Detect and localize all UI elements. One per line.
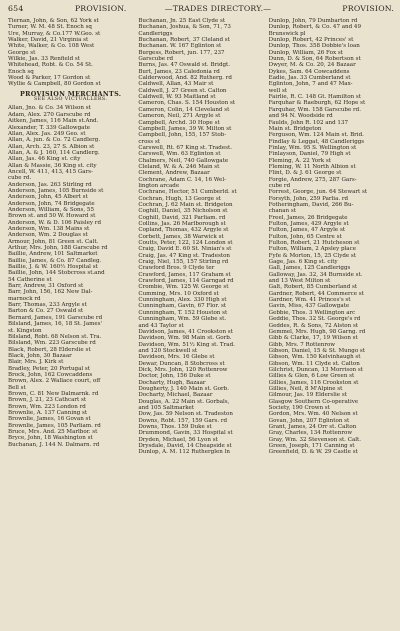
column-3 <box>269 18 394 456</box>
directory-entry: Dewar, Duncan, 8 Stobcross st <box>138 360 225 367</box>
directory-entry: Allan, Alex. Jas. 249 Geo. st <box>8 130 86 137</box>
directory-entry: Gavin, Miss, 437 Gallowgate <box>268 303 350 310</box>
directory-entry: Allan, A. jun. & Co. 72 Candlerg. <box>8 137 101 144</box>
directory-entry: Freel, James, 26 Bridgegate <box>268 214 348 221</box>
directory-entry: Cochran, J. 62 Main st. Bridgeton <box>138 201 233 208</box>
directory-entry: Farquhar & Raeburgh, 62 Hope st <box>268 100 366 107</box>
directory-entry: Bryce, John, 18 Washington st <box>8 435 93 442</box>
directory-entry: Brown, C. 81 New Dalmarnk. rd <box>8 390 99 397</box>
directory-entry: Wyllie & Campbell, 80 Gordon st <box>8 81 101 88</box>
directory-entry: Bernard, James, 191 Garscube rd <box>8 314 103 321</box>
directory-entry: Coghill, David, 321 Parliam. rd <box>138 214 226 221</box>
directory-entry: Ancell, W. 411, 413, 415 Gars- <box>8 168 93 175</box>
directory-entry: Campbell, Archd. 30 Hope st <box>138 119 220 126</box>
directory-entry: Drummond, Gavin, 33 Hospital st <box>138 430 233 437</box>
directory-entry: Crawford Bros. 9 Clyde ter <box>138 265 215 272</box>
header-left-word: PROVISION. <box>74 4 127 13</box>
directory-entry: Docharty, Hugh, Bazaar <box>138 379 206 386</box>
directory-entry: marnock rd <box>8 295 41 302</box>
directory-entry: Forsyth, John, 259 Parliа. rd <box>268 195 349 202</box>
directory-entry: Dunn, D. & Son, 64 Robertson st <box>268 56 361 63</box>
directory-entry: Findlay & Leggat, 48 Candleriggs <box>268 138 365 145</box>
directory-entry: and 120 Stockwell st <box>138 347 198 354</box>
directory-entry: Galloway, Jas. 32, 34 Burnside st. <box>268 271 363 278</box>
directory-entry: Buchanan, Joshua, & Son, 71, 73 <box>138 24 231 31</box>
directory-entry: Gibson, Daniel, 15 & St. Mungo st <box>268 347 366 354</box>
directory-entry: Dougherty, J. 140 Main st. Gorb. <box>138 385 230 392</box>
directory-entry: Buchanan, Jn. 25 East Clyde st <box>138 18 226 24</box>
directory-entry: Arthur, Mrs. John, 188 Garscube rd <box>8 245 108 252</box>
directory-entry: Brown st. and 50 W. Howard st <box>8 213 96 220</box>
directory-entry: Cameron, Colin, 14 Cleveland st <box>138 106 230 113</box>
directory-entry: Brown, J. 21, 23 Cathcart st <box>8 397 87 404</box>
directory-entry: Gilmour, Jas. 19 Elderslie st <box>268 392 347 399</box>
directory-entry: Gebbie, Thos. 3 Wellington arc <box>268 309 356 316</box>
directory-entry: Gardner, Robert, 44 Commerce st <box>268 290 364 297</box>
directory-entry: Barr, Andrew, 31 Oxford st <box>8 283 84 290</box>
directory-entry: Craig, Niel, 155, 157 Stirling rd <box>138 259 229 266</box>
directory-entry: Anderson, Wm. 138 Mains st <box>8 226 90 232</box>
directory-entry: Crombie, Wm. 125 W. George st <box>138 284 229 291</box>
directory-entry: Cochran, Hugh, 13 George st <box>138 195 221 202</box>
directory-entry: Finlay, Wm. 95 S. Wellington st <box>268 144 357 151</box>
directory-entry: Bilsland, Wm. 223 Garscube rd <box>8 340 96 347</box>
directory-entry: Cameron, Neil, 271 Argyle st <box>138 113 221 120</box>
directory-entry: Gibb & Clarke, 17, 19 Wilson st <box>268 335 358 342</box>
directory-entry: Dunlop, Robert, 42 Princes' st <box>268 37 354 44</box>
directory-entry: Govan, John, 207 Eglinton st <box>268 417 350 424</box>
directory-entry: Doctor, John, 156 Duke st <box>138 373 211 380</box>
directory-entry: Grant, James, 24 Orr st. Calton <box>268 424 357 430</box>
directory-entry: Fulton, William, 2 Apsley place <box>268 246 356 253</box>
directory-entry: and 105 Saltmarket <box>138 404 195 411</box>
directory-entry: Geddie, Thos. 32 St. George's rd <box>268 316 361 323</box>
directory-entry: Chalmers, Neil, 740 Gallowgate <box>138 157 229 164</box>
directory-entry: Cunningham, T. 152 Houston st <box>138 309 228 316</box>
directory-entry: Glasgow Southern Co-operative <box>268 398 359 405</box>
directory-entry: Fulton, James, 47 Argyle st <box>268 227 346 234</box>
directory-entry: Buchanan, Robert, 37 Cleland st <box>138 37 230 44</box>
directory-entry: Fotheringham, David, 266 Bu- <box>268 201 354 208</box>
column-2 <box>138 18 263 456</box>
directory-entry: Cleland, W. & A. 246 Main st <box>138 163 220 170</box>
directory-entry: and 43 Taylor st <box>138 322 184 329</box>
directory-entry: Ferguson, Wm. 124 Main st. Brid. <box>268 132 364 139</box>
directory-entry: Anderson, John, 74 Bridgegate <box>8 200 95 207</box>
directory-entry: Brunswick pl <box>268 30 306 37</box>
directory-entry: Wood & Parker, 17 Gordon st <box>8 75 91 82</box>
directory-entry: Buchanan. W. 167 Eglinton st <box>138 43 222 50</box>
directory-entry: Fleming, W. 11 North Albion st <box>268 163 356 170</box>
directory-entry: Black, Robert, 28 Elderslie st <box>8 346 91 353</box>
directory-entry: Downs, Thos. 159 Duke st <box>138 424 212 430</box>
directory-entry: Craig, Jas. 47 King st. Tradeston <box>138 252 230 259</box>
directory-entry: Dick, Mrs. John, 120 Rottenrow <box>138 366 228 373</box>
directory-entry: Cameron, Chas. S. 154 Houston st <box>138 100 236 107</box>
directory-entry: Allan & Massie, 36 King st. city <box>8 162 97 169</box>
directory-entry: Coghill, Daniel, 35 Nicholson st <box>138 208 228 215</box>
directory-entry: Finlayson, Daniel, 79 High st <box>268 151 351 158</box>
directory-entry: Farquhar, Wm. 158 Garscube rd. <box>268 106 361 113</box>
directory-entry: Burt, James, 23 Caledonia rd <box>138 68 220 75</box>
directory-entry: Bradley, Peter, 20 Portugal st <box>8 365 91 372</box>
directory-entry: Cochrane, Hector, 51 Cumberld. st <box>138 189 237 196</box>
directory-entry: Baillie, John, 144 Stobcross st.and <box>8 270 105 277</box>
directory-entry: Armour, John, 81 Green st. Calt. <box>8 238 99 245</box>
directory-entry: Corbett, James, 38 Warwick st <box>138 233 224 240</box>
header-center: —TRADES DIRECTORY.— <box>164 4 272 13</box>
directory-entry: Gibson, Wm. 150 Kelvinhaugh st <box>268 354 361 361</box>
section-subtitle: SEE ALSO VICTUALLERS. <box>34 97 108 103</box>
directory-entry: Fulton, John, 65 Centre st <box>268 233 342 240</box>
directory-entry: Gardner, Wm. 41 Princes's st <box>268 297 351 304</box>
directory-entry: cube rd. <box>8 175 32 182</box>
directory-entry: Aitken, James, 116 Main st.And. <box>8 118 99 125</box>
directory-entry: Cochrane, Adam C. 14, 16 Wel- <box>138 176 226 183</box>
column-1-top-entries <box>8 18 133 88</box>
directory-entry: Gibb, Mrs. 7 Rottenrow <box>268 341 336 348</box>
directory-entry: Gemmel, Mrs. Hugh, 98 Garng. rd <box>268 328 366 335</box>
directory-entry: Walker, David, 21 Virginia st <box>8 37 89 44</box>
directory-entry: Dunlop, William, 26 Fox st <box>268 49 343 56</box>
directory-entry: Gordon, Mrs. Wm. 40 Nelson st <box>268 411 358 418</box>
directory-entry: Eglinton, John, 7 and 47 Max- <box>268 81 353 88</box>
directory-entry: Gilchrist, Duncan, 13 Morrison st <box>268 366 363 373</box>
directory-entry: Barr, John, 156, 162 New Dal- <box>8 289 93 296</box>
directory-entry: Allan, Arch. 23, 27 S. Albion st <box>8 143 95 150</box>
directory-entry: Drysdale, David, 14 Cheapside st <box>138 443 232 450</box>
directory-entry: chanan st <box>268 208 296 215</box>
directory-entry: Caldwell, W. 93 Maitland st <box>138 94 216 101</box>
directory-entry: Fleming, A. 22 York st <box>268 157 331 164</box>
section-title: PROVISION MERCHANTS. <box>20 89 122 98</box>
directory-entry: Gillies & Glen, 6 Low Green st <box>268 373 355 380</box>
directory-entry: Davidson, Mrs. 16 Glebe st <box>138 354 215 361</box>
directory-entry: Bilsland, Robt. 68 Nelson st. Tra. <box>8 333 102 340</box>
directory-entry: Allan, Jno. & Co. 34 Wilson st <box>8 105 91 112</box>
directory-entry: Gibson, Wm. 11 Clyde st. Calton <box>268 360 360 367</box>
directory-entry: lington arcade <box>138 182 180 189</box>
directory-entry: Tiernan, John, & Son, 62 York st <box>8 18 99 24</box>
directory-entry: Flint, D. & J. 61 George st <box>268 170 342 177</box>
directory-entry: and 94 N. Woodside rd <box>268 113 333 120</box>
page-header <box>8 4 394 16</box>
directory-entry: Bilsland, James, 16, 18 St. James' <box>8 321 103 328</box>
directory-entry: Allan, Jas. 46 King st. city <box>8 156 81 163</box>
directory-entry: Coutts, Peter, 122, 124 London st <box>138 240 233 247</box>
directory-entry: Brown, Wm. 223 London rd <box>8 403 86 410</box>
directory-entry: Garscube rd <box>138 56 174 63</box>
directory-entry: Galt, Robert, 85 Cumberland st <box>268 284 358 291</box>
directory-entry: Brownlie, James, 105 Parliam. rd <box>8 422 101 429</box>
directory-entry: George st <box>8 49 36 56</box>
directory-entry: Faulds, John R. 102 and 137 <box>268 119 349 126</box>
directory-entry: Anderson, John, 45 Albert st <box>8 194 88 201</box>
directory-entry: Main st. Bridgeton <box>268 125 322 132</box>
directory-entry: Anderson, W. & D. 106 Paisley rd <box>8 219 101 226</box>
directory-entry: Barr, Thomas, 233 Argyle st <box>8 302 87 309</box>
directory-entry: Brownlie, James, 16 Govan st <box>8 416 91 423</box>
column-1-section-entries <box>8 105 133 448</box>
directory-entry: Gillies, Neil, 8 M'Alpine st <box>268 385 343 392</box>
directory-entry: White, Walker, & Co. 108 West <box>8 43 95 50</box>
directory-entry: Blair, Mrs. J. Kirk st <box>8 359 64 366</box>
directory-entry: Bruce, Mrs. And. 25 Marlbor. st <box>8 429 98 435</box>
directory-entry: Gray, Charles, 134 Rottenrow <box>268 430 353 437</box>
directory-entry: Fulton, James, 429 Argyle st <box>268 221 349 227</box>
directory-entry: Dow, Jas. 59 Nelson st. Tradeston <box>138 411 233 418</box>
directory-entry: Dykes, Sam. 64 Cowcaddens <box>268 68 350 75</box>
directory-entry: Allan, A. & J. 160, 114 Candlerg. <box>8 149 100 156</box>
directory-entry: Dwyer, M. & Co. 20, 24 Bazaar <box>268 62 356 69</box>
page-number: 654 <box>8 4 24 13</box>
directory-entry: Dunlop, Robert, & Co. 47 and 49 <box>268 24 361 31</box>
header-right-word: PROVISION. <box>342 4 394 13</box>
directory-entry: Campbell, John, 155, 157 Stob- <box>138 132 227 139</box>
directory-entry: Carswell, Wm. 63 Eglinton st <box>138 151 221 158</box>
directory-entry: Dryden, Michael, 56 Lyon st <box>138 436 218 443</box>
directory-entry: Anderson, Wm. 2 Douglas st <box>8 232 88 239</box>
directory-entry: Fyfe & Morton, 15, 25 Clyde st <box>268 252 357 259</box>
directory-entry: Carswell, Rt. 67 King st. Tradest. <box>138 144 232 151</box>
directory-entry: Downs, Robt. 157, 159 Gars. rd <box>138 417 228 424</box>
directory-entry: Brock, John, 162 Cowcaddens <box>8 371 93 378</box>
directory-entry: Forrest, George, jun. 64 Stewart st <box>268 189 368 196</box>
directory-entry: Davidson, Wm. 98 Main st. Gorb. <box>138 335 232 342</box>
directory-entry: Whitehead, Robt. & Co. 54 St. <box>8 62 93 69</box>
directory-entry: Turner, W. M. 48 St. Enoch sq <box>8 24 92 31</box>
directory-entry: Buchanan, J. 144 N. Dalmarn. rd <box>8 441 100 448</box>
directory-entry: Baillie, Andrew, 101 Saltmarket <box>8 251 98 258</box>
directory-entry: Gillies, James, 116 Crookston st <box>268 379 359 386</box>
directory-entry: Calderwood, And. 82 Rutherg. rd <box>138 75 232 82</box>
directory-entry: Candleriggs <box>138 30 173 37</box>
directory-entry: Society, 190 Crown st <box>268 404 330 411</box>
directory-entry: Dunlop, Thos. 358 Dobbie's loan <box>268 43 360 50</box>
directory-entry: Eadie, Jas. 33 Cumberland st <box>268 75 351 82</box>
directory-entry: Ure, Murray, & Co.177 W.Geo. st <box>8 30 101 37</box>
directory-entry: Geddes, R. & Sons, 72 Alston st <box>268 322 359 329</box>
directory-entry: Cunningham, Wm. 59 Glebe st. <box>138 316 227 323</box>
column-1 <box>8 18 133 456</box>
directory-entry: Enoch sq <box>8 68 34 75</box>
directory-entry: Crawford, James, 117 Graham st <box>138 271 231 278</box>
directory-entry: well st <box>268 87 288 94</box>
directory-entry: Alexander, T. 339 Gallowgate <box>8 124 90 131</box>
directory-entry: Burns, Jas. 47 Oswald st. Bridgt. <box>138 62 231 69</box>
directory-entry: Anderson, Jas. 263 Stirling rd <box>8 181 92 188</box>
directory-entry: Black, John, 30 Bazaar <box>8 352 72 359</box>
directory-entry: Davidson, James, 41 Crookston st <box>138 328 233 335</box>
directory-entry: Baillie, J. & W. 160½ Hospital st <box>8 264 98 271</box>
directory-entry: Collins, Jas. 26 Marlborough st <box>138 221 226 227</box>
directory-entry: Campbell, James, 39 W. Milton st <box>138 125 232 132</box>
directory-entry: Dunlop, John, 79 Dumbarton rd <box>268 18 358 24</box>
directory-entry: Green, Joseph, 171 Canning st <box>268 443 355 450</box>
directory-entry: Clement, Andrew, Bazaar <box>138 170 210 177</box>
directory-entry: Copland, Thomas, 432 Argyle st <box>138 227 229 234</box>
directory-entry: Anderson, William, & Sons, 55 <box>8 206 94 213</box>
directory-entry: Douglas, A. 22 Main st. Gorbals, <box>138 398 230 405</box>
directory-entry: Crawford, James, 114 Garngad rd <box>138 278 234 285</box>
directory-entry: Fulton, Robert, 21 Hutcheson st <box>268 240 360 247</box>
directory-entry: and 13 West Milton st <box>268 278 331 285</box>
directory-entry: Baillie, James, & Co. 87 Candleg. <box>8 257 102 264</box>
directory-entry: Burgess, Robert, jun. 177, 237 <box>138 49 225 56</box>
directory-entry: Gray, Wm. 32 Stevenson st. Calt. <box>268 436 362 443</box>
directory-entry: Caldwell, Allan, 43 Mair st <box>138 81 214 88</box>
directory-entry: Caldwell, J. 27 Green st. Calton <box>138 87 227 94</box>
directory-entry: 54 Catherine st <box>8 276 52 283</box>
directory-entry: Fairlie, R. C. 148 Gt. Hamilton st <box>268 94 361 101</box>
directory-entry: Gage, Jas. 6 King st. city <box>268 259 338 266</box>
directory-entry: Forgie, Andrew, 275, 287 Gars- <box>268 176 357 183</box>
directory-entry: Cunningham, Gavin, 67 Flor. st <box>138 303 227 310</box>
directory-entry: Davidson, Wm. 51½ King st. Trad. <box>138 341 235 348</box>
directory-entry: Cunningham, Alex. 330 High st <box>138 297 227 304</box>
directory-entry: Brown, Alex. 2 Wallace court, off <box>8 378 101 385</box>
directory-entry: Cumming, Mrs. 10 Oxford st <box>138 290 219 297</box>
directory-entry: cube rd <box>268 182 291 189</box>
directory-entry: Greenfield, D. & W. 29 Castle st <box>268 449 358 456</box>
directory-entry: Craig, David E. 60 St. Ninian's st <box>138 246 232 253</box>
directory-entry: cross st <box>138 138 160 145</box>
directory-entry: Bell st <box>8 384 26 391</box>
directory-entry: Brownlie, A. 137 Canning st <box>8 409 88 416</box>
directory-entry: Barton & Co. 27 Oswald st <box>8 308 84 315</box>
directory-entry: Anderson, James, 105 Burnside st <box>8 187 104 194</box>
directory-entry: Dunlop, A. M. 112 Rutherglen ln <box>138 449 230 456</box>
directory-columns <box>8 18 394 456</box>
directory-entry: Wilkie, Jas. 33 Renfield st <box>8 56 80 63</box>
directory-entry: st. Kingston <box>8 327 42 334</box>
directory-entry: Adam, Alex. 270 Garscube rd <box>8 111 91 118</box>
directory-entry: Docharty, Michael, Bazaar <box>138 392 213 399</box>
directory-entry: Gall, James, 125 Candleriggs <box>268 265 351 272</box>
